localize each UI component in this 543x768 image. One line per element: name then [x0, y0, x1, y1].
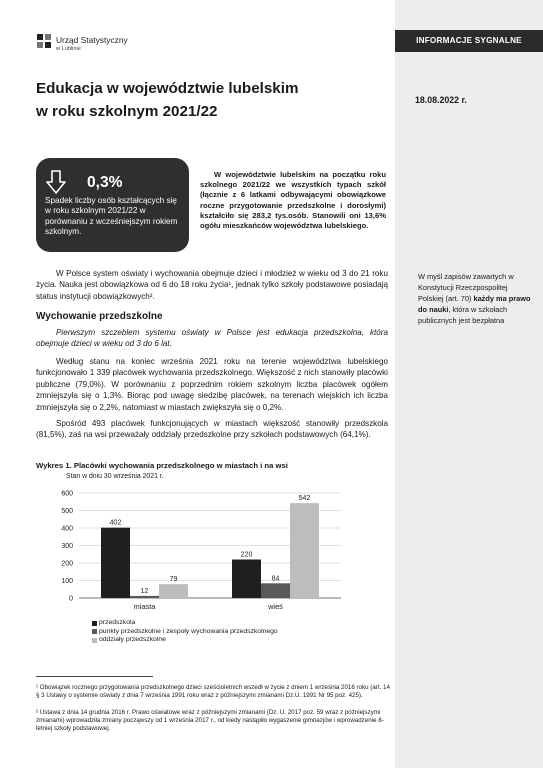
paragraph-facilities: Według stanu na koniec września 2021 roku na terenie województwa lubelskiego funkcjonowało 1 339 placówek wychowania przedszkolnego. Większość z nich stanowiły placówki publiczne (79,0%). W porównaniu z poprzednim rokiem szkolnym liczba placówek ogółem zmniejszyła się o 1,3%. Biorąc pod uwagę siedzibę placówek, na terenach wiejskich ich liczba zmniejszyła się o 2,2%, natomiast w miastach zwiększyła się o 0,2%.	[36, 357, 388, 412]
footnote-divider	[36, 676, 153, 677]
y-tick-label: 300	[61, 543, 73, 550]
side-note	[418, 271, 533, 326]
highlight-value: 0,3%	[87, 174, 123, 191]
chart-legend	[92, 619, 278, 645]
data-label: 542	[298, 495, 311, 503]
publication-date: 18.08.2022 r.	[415, 95, 467, 105]
legend-label: przedszkola	[99, 619, 136, 626]
bar-chart	[36, 480, 346, 615]
legend-swatch	[92, 621, 97, 626]
legend-label: punkty przedszkolne i zespoły wychowania przedszkolnego	[99, 627, 278, 635]
page-title-line1: Edukacja w województwie lubelskim	[36, 80, 299, 97]
logo-subtitle: w Lublinie	[56, 46, 81, 52]
legend-item	[92, 628, 278, 637]
bar	[232, 560, 261, 599]
bar	[261, 583, 290, 598]
logo-icon	[36, 33, 52, 49]
bar	[130, 596, 159, 598]
bar	[159, 584, 188, 598]
x-tick-label: wieś	[268, 602, 283, 611]
x-tick-label: miasta	[133, 602, 156, 611]
page-title-line2: w roku szkolnym 2021/22	[36, 103, 218, 120]
y-tick-label: 0	[69, 595, 73, 603]
side-note-text-after: , która w szkołach publicznych jest bezpłatna	[418, 305, 508, 325]
y-tick-label: 500	[61, 508, 73, 515]
paragraph-intro: W Polsce system oświaty i wychowania obejmuje dzieci i młodzież w wieku od 3 do 21 roku życia. Nauka jest obowiązkowa od 6 do 18 roku życia¹, jednak tylko szkoły podstawowe posiadają status instytucji obowiązkowych².	[36, 269, 388, 301]
data-label: 220	[240, 551, 253, 559]
legend-label: oddziały przedszkolne	[99, 636, 166, 644]
highlight-description: Spadek liczby osób kształcących się w roku szkolnym 2021/22 w porównaniu z wcześniejszym rokiem szkolnym.	[45, 196, 178, 237]
side-note-text-before: W myśl zapisów zawartych w Konstytucji Rzeczpospolitej Polskiej (art. 70)	[418, 272, 514, 303]
data-label: 12	[140, 587, 149, 595]
lead-paragraph: W województwie lubelskim na początku roku szkolnego 2021/22 we wszystkich typach szkół (łącznie z 6 latkami odbywającymi obowiązkowe roczne przygotowanie przedszkolne i dorosłymi) kształciło się 283,2 tys.osób. Stanowili oni 13,6% ogółu mieszkańców województwa lubelskiego.	[200, 170, 386, 231]
data-label: 84	[271, 575, 280, 583]
arrow-down-icon	[46, 170, 66, 194]
y-tick-label: 400	[61, 525, 73, 533]
sidebar-panel	[395, 0, 543, 768]
side-note-bold: każdy ma prawo do nauki	[418, 294, 531, 314]
footnote-2: ² Ustawa z dnia 14 grudnia 2016 r. Prawo oświatowe wraz z późniejszymi zmianami (Dz. U. 2017 poz. 59 wraz z późniejszymi zmianami) wprowadziła zmiany począwszy od 1 września 2017 r., od kiedy nastąpiło wygaszenie gimnazjów i wprowadzenie 8-letniej szkoły podstawowej.	[36, 709, 384, 732]
y-tick-label: 200	[61, 560, 73, 568]
legend-item	[92, 636, 278, 645]
logo-title: Urząd Statystyczny	[56, 35, 128, 45]
paragraph-cities: Spośród 493 placówek funkcjonujących w miastach większość stanowiły przedszkola (81,5%), zaś na wsi przeważały oddziały przedszkolne przy szkołach podstawowych (64,1%).	[36, 419, 388, 440]
data-label: 402	[109, 519, 122, 527]
paragraph-italic: Pierwszym szczeblem systemu oświaty w Polsce jest edukacja przedszkolna, która obejmuje dzieci w wieku od 3 do 6 lat.	[36, 328, 388, 349]
legend-item	[92, 619, 278, 628]
legend-swatch	[92, 638, 97, 643]
section-heading: Wychowanie przedszkolne	[36, 311, 163, 322]
y-tick-label: 600	[61, 490, 73, 498]
bar	[101, 528, 130, 598]
page-title	[36, 77, 298, 123]
data-label: 79	[169, 576, 178, 584]
y-tick-label: 100	[61, 578, 73, 585]
chart-subtitle: Stan w dniu 30 września 2021 r.	[66, 473, 164, 480]
legend-swatch	[92, 629, 97, 634]
highlight-box	[36, 158, 189, 252]
chart-title: Wykres 1. Placówki wychowania przedszkolnego w miastach i na wsi	[36, 461, 288, 470]
publication-tag: INFORMACJE SYGNALNE	[395, 30, 543, 52]
footnote-1: ¹ Obowiązek rocznego przygotowania przedszkolnego dzieci sześcioletnich wszedł w życie z dniem 1 września 2016 roku (art. 14 § 3 Ustawy o systemie oświaty z dnia 7 września 1991 roku wraz z późniejszymi zmianami Dz.U. 1991 Nr 95 poz. 425).	[36, 684, 390, 699]
bar	[290, 503, 319, 598]
